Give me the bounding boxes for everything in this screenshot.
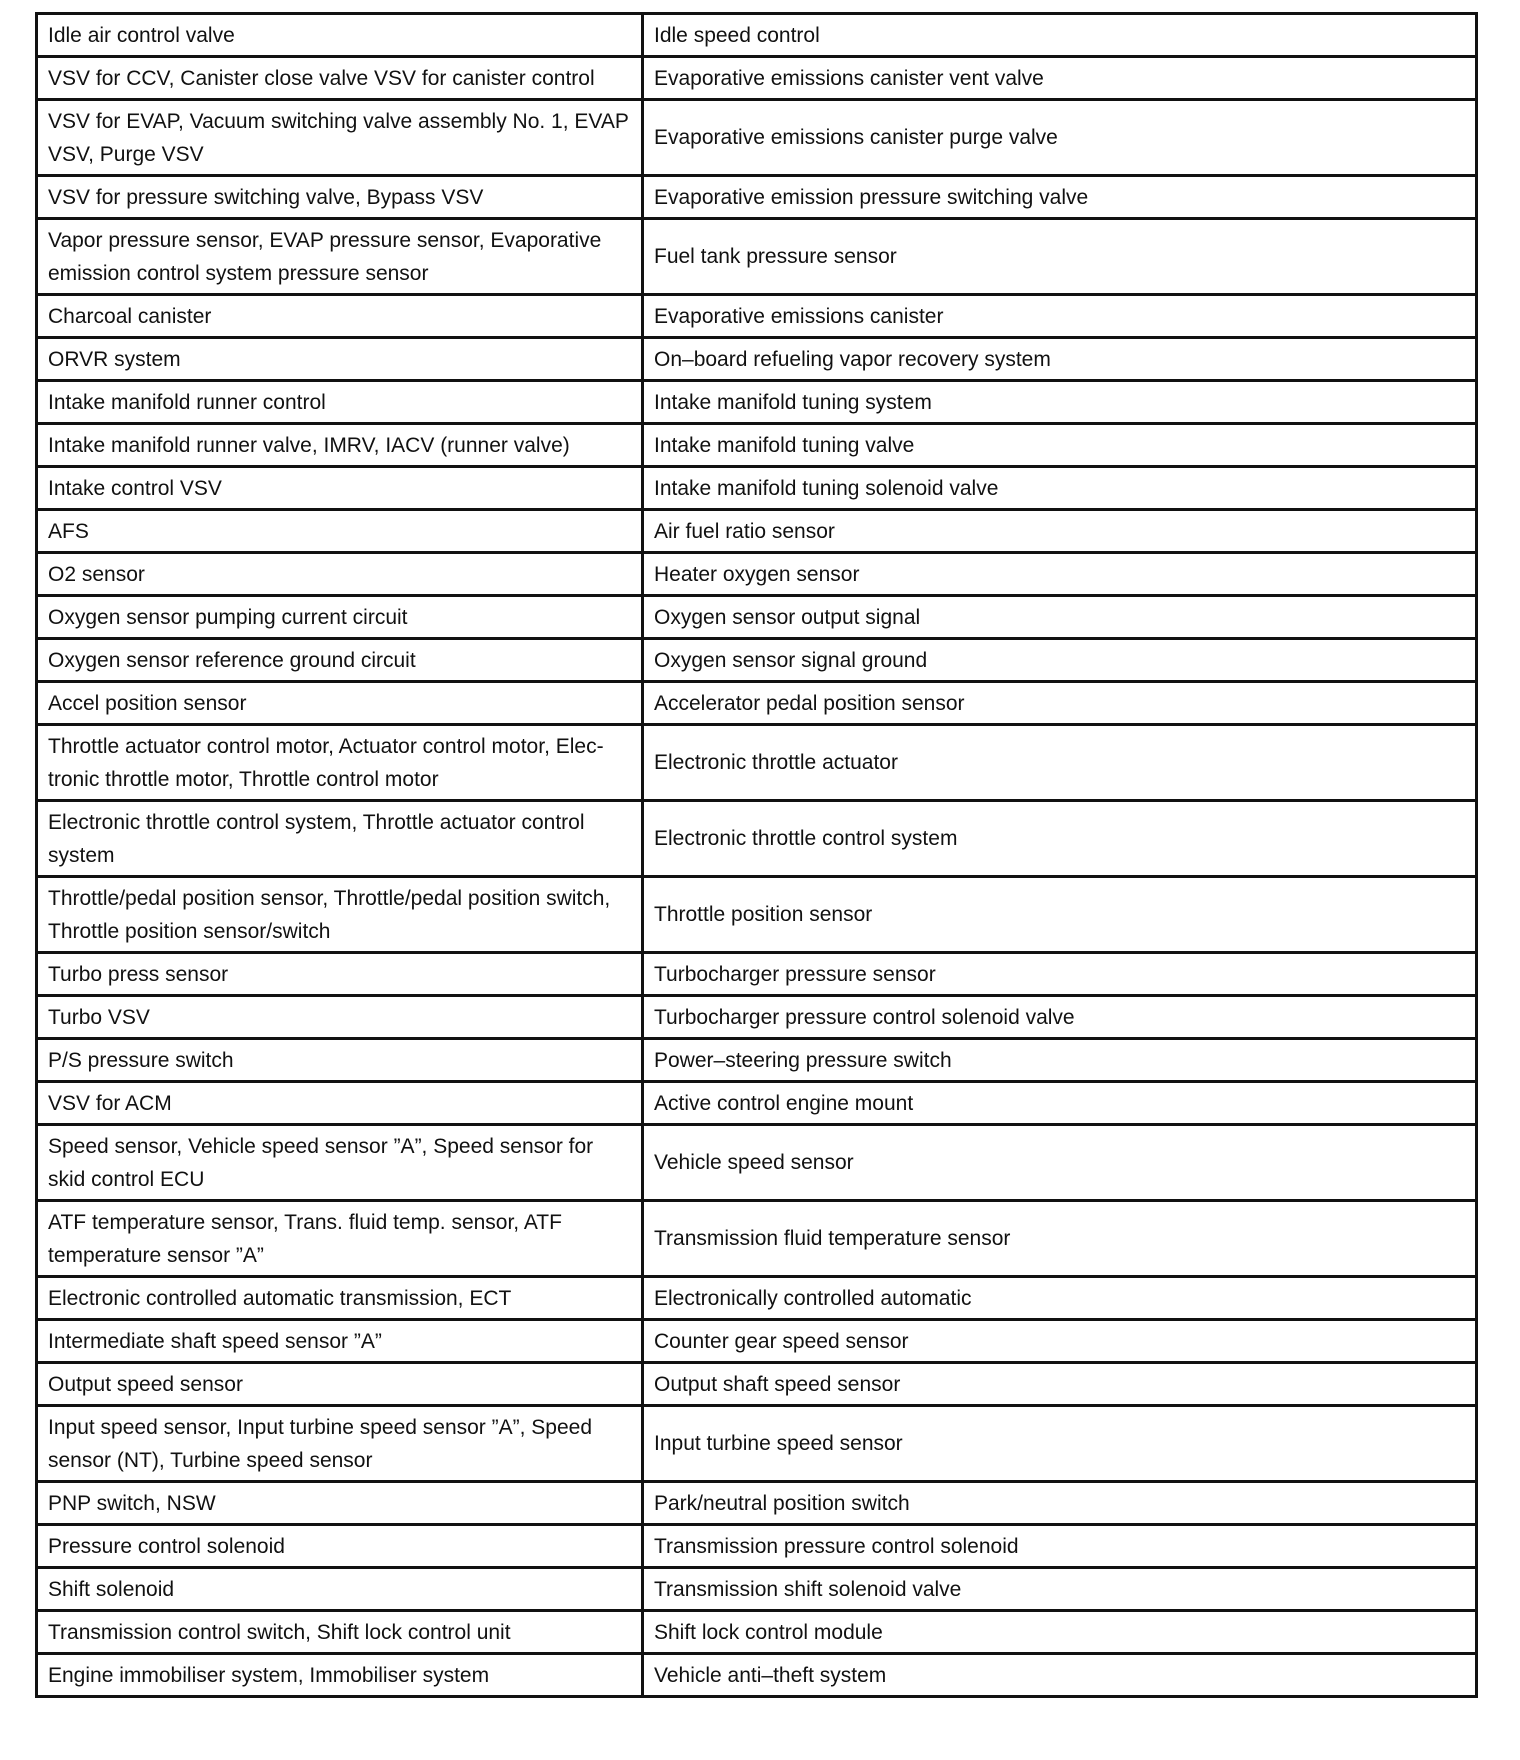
standard-term-cell: Intake manifold tuning valve bbox=[643, 424, 1477, 467]
other-term-cell: Intake control VSV bbox=[37, 467, 643, 510]
other-term-cell: Pressure control solenoid bbox=[37, 1525, 643, 1568]
table-row bbox=[37, 639, 1477, 682]
standard-term-cell: Electronic throttle control system bbox=[643, 801, 1477, 877]
table-row bbox=[37, 1654, 1477, 1697]
standard-term-cell: Transmission fluid temperature sensor bbox=[643, 1201, 1477, 1277]
standard-term-cell: Counter gear speed sensor bbox=[643, 1320, 1477, 1363]
table-row bbox=[37, 1320, 1477, 1363]
table-row bbox=[37, 1082, 1477, 1125]
other-term-cell: Electronic controlled automatic transmission, ECT bbox=[37, 1277, 643, 1320]
other-term-cell: Input speed sensor, Input turbine speed sensor ”A”, Speed sensor (NT), Turbine speed sensor bbox=[37, 1406, 643, 1482]
table-row bbox=[37, 801, 1477, 877]
standard-term-cell: On–board refueling vapor recovery system bbox=[643, 338, 1477, 381]
table-row bbox=[37, 1406, 1477, 1482]
table-row bbox=[37, 1039, 1477, 1082]
other-term-cell: Oxygen sensor pumping current circuit bbox=[37, 596, 643, 639]
standard-term-cell: Shift lock control module bbox=[643, 1611, 1477, 1654]
other-term-cell: Throttle actuator control motor, Actuator control motor, Elec-tronic throttle motor, Throttle control motor bbox=[37, 725, 643, 801]
standard-term-cell: Evaporative emission pressure switching valve bbox=[643, 176, 1477, 219]
table-row bbox=[37, 1568, 1477, 1611]
other-term-cell: Accel position sensor bbox=[37, 682, 643, 725]
standard-term-cell: Fuel tank pressure sensor bbox=[643, 219, 1477, 295]
standard-term-cell: Throttle position sensor bbox=[643, 877, 1477, 953]
standard-term-cell: Air fuel ratio sensor bbox=[643, 510, 1477, 553]
other-term-cell: PNP switch, NSW bbox=[37, 1482, 643, 1525]
table-row bbox=[37, 467, 1477, 510]
standard-term-cell: Input turbine speed sensor bbox=[643, 1406, 1477, 1482]
other-term-cell: Electronic throttle control system, Throttle actuator control system bbox=[37, 801, 643, 877]
table-row bbox=[37, 725, 1477, 801]
other-term-cell: VSV for CCV, Canister close valve VSV for canister control bbox=[37, 57, 643, 100]
table-row bbox=[37, 219, 1477, 295]
standard-term-cell: Vehicle speed sensor bbox=[643, 1125, 1477, 1201]
table-row bbox=[37, 1277, 1477, 1320]
table-row bbox=[37, 381, 1477, 424]
table-row bbox=[37, 14, 1477, 57]
standard-term-cell: Accelerator pedal position sensor bbox=[643, 682, 1477, 725]
other-term-cell: ORVR system bbox=[37, 338, 643, 381]
table-row bbox=[37, 1482, 1477, 1525]
other-term-cell: VSV for EVAP, Vacuum switching valve assembly No. 1, EVAP VSV, Purge VSV bbox=[37, 100, 643, 176]
other-term-cell: Intake manifold runner valve, IMRV, IACV (runner valve) bbox=[37, 424, 643, 467]
table-row bbox=[37, 1611, 1477, 1654]
standard-term-cell: Intake manifold tuning system bbox=[643, 381, 1477, 424]
table-row bbox=[37, 338, 1477, 381]
standard-term-cell: Heater oxygen sensor bbox=[643, 553, 1477, 596]
other-term-cell: Intake manifold runner control bbox=[37, 381, 643, 424]
table-row bbox=[37, 596, 1477, 639]
other-term-cell: Engine immobiliser system, Immobiliser system bbox=[37, 1654, 643, 1697]
standard-term-cell: Electronic throttle actuator bbox=[643, 725, 1477, 801]
other-term-cell: Charcoal canister bbox=[37, 295, 643, 338]
table-row bbox=[37, 1363, 1477, 1406]
terminology-table-body bbox=[37, 14, 1477, 1697]
table-row bbox=[37, 57, 1477, 100]
standard-term-cell: Transmission shift solenoid valve bbox=[643, 1568, 1477, 1611]
standard-term-cell: Turbocharger pressure sensor bbox=[643, 953, 1477, 996]
other-term-cell: ATF temperature sensor, Trans. fluid temp. sensor, ATF temperature sensor ”A” bbox=[37, 1201, 643, 1277]
table-row bbox=[37, 682, 1477, 725]
table-row bbox=[37, 176, 1477, 219]
other-term-cell: AFS bbox=[37, 510, 643, 553]
other-term-cell: P/S pressure switch bbox=[37, 1039, 643, 1082]
standard-term-cell: Vehicle anti–theft system bbox=[643, 1654, 1477, 1697]
standard-term-cell: Idle speed control bbox=[643, 14, 1477, 57]
other-term-cell: Transmission control switch, Shift lock control unit bbox=[37, 1611, 643, 1654]
standard-term-cell: Oxygen sensor signal ground bbox=[643, 639, 1477, 682]
standard-term-cell: Evaporative emissions canister purge valve bbox=[643, 100, 1477, 176]
other-term-cell: VSV for pressure switching valve, Bypass VSV bbox=[37, 176, 643, 219]
other-term-cell: VSV for ACM bbox=[37, 1082, 643, 1125]
other-term-cell: Turbo VSV bbox=[37, 996, 643, 1039]
standard-term-cell: Electronically controlled automatic bbox=[643, 1277, 1477, 1320]
other-term-cell: Turbo press sensor bbox=[37, 953, 643, 996]
other-term-cell: Throttle/pedal position sensor, Throttle/pedal position switch, Throttle position sensor/switch bbox=[37, 877, 643, 953]
other-term-cell: Shift solenoid bbox=[37, 1568, 643, 1611]
standard-term-cell: Turbocharger pressure control solenoid valve bbox=[643, 996, 1477, 1039]
table-row bbox=[37, 1201, 1477, 1277]
other-term-cell: Vapor pressure sensor, EVAP pressure sensor, Evaporative emission control system pressure sensor bbox=[37, 219, 643, 295]
other-term-cell: Oxygen sensor reference ground circuit bbox=[37, 639, 643, 682]
table-row bbox=[37, 295, 1477, 338]
standard-term-cell: Transmission pressure control solenoid bbox=[643, 1525, 1477, 1568]
other-term-cell: Idle air control valve bbox=[37, 14, 643, 57]
table-row bbox=[37, 953, 1477, 996]
table-row bbox=[37, 996, 1477, 1039]
table-row bbox=[37, 877, 1477, 953]
table-row bbox=[37, 510, 1477, 553]
standard-term-cell: Output shaft speed sensor bbox=[643, 1363, 1477, 1406]
standard-term-cell: Evaporative emissions canister vent valve bbox=[643, 57, 1477, 100]
standard-term-cell: Evaporative emissions canister bbox=[643, 295, 1477, 338]
other-term-cell: O2 sensor bbox=[37, 553, 643, 596]
table-row bbox=[37, 424, 1477, 467]
standard-term-cell: Power–steering pressure switch bbox=[643, 1039, 1477, 1082]
table-row bbox=[37, 1525, 1477, 1568]
standard-term-cell: Intake manifold tuning solenoid valve bbox=[643, 467, 1477, 510]
other-term-cell: Intermediate shaft speed sensor ”A” bbox=[37, 1320, 643, 1363]
table-row bbox=[37, 1125, 1477, 1201]
other-term-cell: Speed sensor, Vehicle speed sensor ”A”, Speed sensor for skid control ECU bbox=[37, 1125, 643, 1201]
table-row bbox=[37, 553, 1477, 596]
table-row bbox=[37, 100, 1477, 176]
other-term-cell: Output speed sensor bbox=[37, 1363, 643, 1406]
terminology-table bbox=[35, 12, 1478, 1698]
standard-term-cell: Oxygen sensor output signal bbox=[643, 596, 1477, 639]
standard-term-cell: Active control engine mount bbox=[643, 1082, 1477, 1125]
standard-term-cell: Park/neutral position switch bbox=[643, 1482, 1477, 1525]
